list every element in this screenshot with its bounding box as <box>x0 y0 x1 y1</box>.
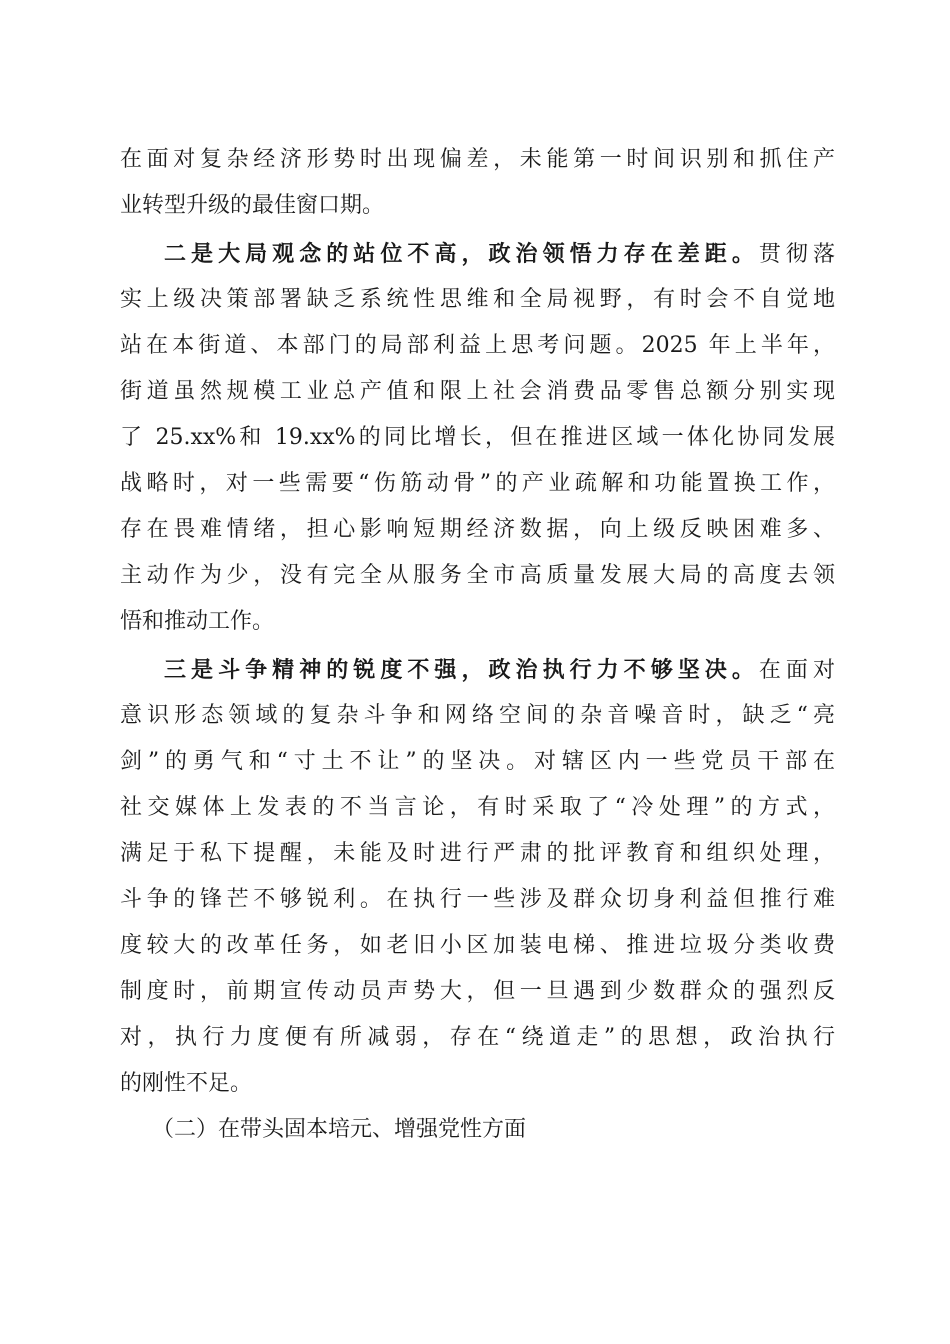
body-line: 悟和推动工作。 <box>120 609 275 634</box>
body-line: 对，执行力度便有所减弱，存在“绕道走”的思想，政治执行 <box>120 1025 835 1050</box>
paragraph-heading-bold: 三是斗争精神的锐度不强，政治执行力不够坚决。 <box>164 657 759 683</box>
body-line: 剑”的勇气和“寸土不让”的坚决。对辖区内一些党员干部在 <box>120 749 835 774</box>
body-line: 意识形态领域的复杂斗争和网络空间的杂音噪音时，缺乏“亮 <box>120 703 835 728</box>
body-line: 战略时，对一些需要“伤筋动骨”的产业疏解和功能置换工作， <box>120 471 835 496</box>
body-line: 在面对复杂经济形势时出现偏差，未能第一时间识别和抓住产 <box>120 147 835 172</box>
body-line: 了 25.xx%和 19.xx%的同比增长，但在推进区域一体化协同发展 <box>120 425 835 450</box>
body-line: 满足于私下提醒，未能及时进行严肃的批评教育和组织处理， <box>120 841 835 866</box>
body-line: 社交媒体上发表的不当言论，有时采取了“冷处理”的方式， <box>120 795 835 820</box>
body-line: 存在畏难情绪，担心影响短期经济数据，向上级反映困难多、 <box>120 517 835 542</box>
paragraph-heading-line <box>164 236 835 272</box>
body-line: 业转型升级的最佳窗口期。 <box>120 193 385 218</box>
body-line: 实上级决策部署缺乏系统性思维和全局视野，有时会不自觉地 <box>120 287 835 312</box>
section-heading: （二）在带头固本培元、增强党性方面 <box>152 1117 527 1142</box>
body-text: 在面对 <box>758 658 835 683</box>
body-line: 街道虽然规模工业总产值和限上社会消费品零售总额分别实现 <box>120 379 835 404</box>
body-text: 贯彻落 <box>758 242 835 267</box>
paragraph-heading-line <box>164 652 835 688</box>
body-line: 的刚性不足。 <box>120 1071 253 1096</box>
body-line: 主动作为少，没有完全从服务全市高质量发展大局的高度去领 <box>120 563 835 588</box>
body-line: 度较大的改革任务，如老旧小区加装电梯、推进垃圾分类收费 <box>120 933 835 958</box>
body-line: 斗争的锋芒不够锐利。在执行一些涉及群众切身利益但推行难 <box>120 887 835 912</box>
body-line: 制度时，前期宣传动员声势大，但一旦遇到少数群众的强烈反 <box>120 979 835 1004</box>
paragraph-heading-bold: 二是大局观念的站位不高，政治领悟力存在差距。 <box>164 241 759 267</box>
body-line: 站在本街道、本部门的局部利益上思考问题。2025 年上半年， <box>120 333 835 358</box>
